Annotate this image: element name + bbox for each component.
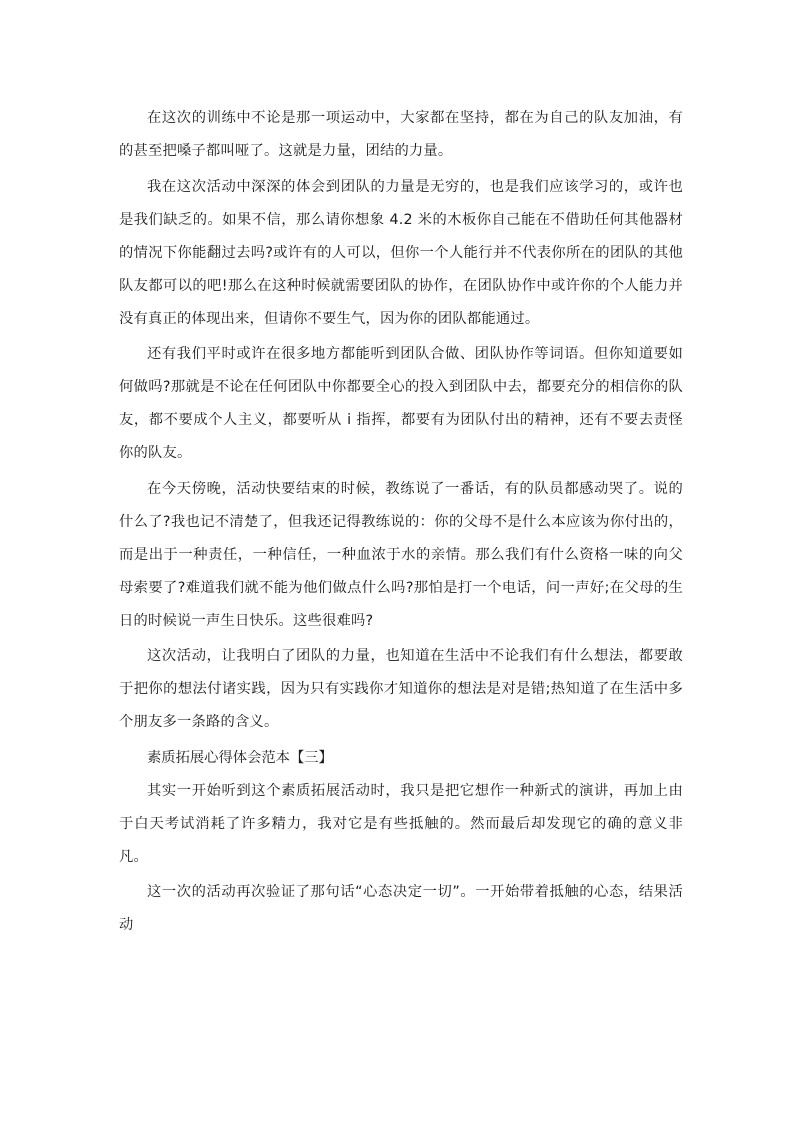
paragraph-7: 这一次的活动再次验证了那句话“心态决定一切”。一开始带着抵触的心态，结果活动 (119, 884, 683, 933)
paragraph-4: 在今天傍晚，活动快要结束的时候，教练说了一番话，有的队员都感动哭了。说的什么了?我也记不清楚了，但我还记得教练说的：你的父母不是什么本应该为你付出的，而是出于一种责任，一种信任，一种血浓于水的亲情。那么我们有什么资格一味的向父母索要了?难道我们就不能为他们做点什么吗?那怕是打一个电话，问一声好;在父母的生日的时候说一声生日快乐。这些很难吗? (119, 480, 683, 629)
paragraph-2: 我在这次活动中深深的体会到团队的力量是无穷的，也是我们应该学习的，或许也是我们缺乏的。如果不信，那么请你想象 4.2 米的木板你自己能在不借助任何其他器材的情况下你能翻过去吗?或许有的人可以，但你一个人能行并不代表你所在的团队的其他队友都可以的吧!那么在这种时候就需要团队的协作，在团队协作中或许你的个人能力并没有真正的体现出来，但请你不要生气，因为你的团队都能通过。 (119, 178, 683, 327)
paragraph-3: 还有我们平时或许在很多地方都能听到团队合做、团队协作等词语。但你知道要如何做吗?那就是不论在任何团队中你都要全心的投入到团队中去，都要充分的相信你的队友，都不要成个人主义，都要听从 i 指挥，都要有为团队付出的精神，还有不要去责怪你的队友。 (119, 346, 683, 461)
paragraph-5: 这次活动，让我明白了团队的力量，也知道在生活中不论我们有什么想法，都要敢于把你的想法付诸实践，因为只有实践你才知道你的想法是对是错;热知道了在生活中多个朋友多一条路的含义。 (119, 648, 683, 730)
paragraph-6: 其实一开始听到这个素质拓展活动时，我只是把它想作一种新式的演讲，再加上由于白天考试消耗了许多精力，我对它是有些抵触的。然而最后却发现它的确的意义非凡。 (119, 782, 683, 865)
document-body (119, 102, 683, 942)
section-heading: 素质拓展心得体会范本【三】 (147, 749, 333, 766)
paragraph-1: 在这次的训练中不论是那一项运动中，大家都在坚持，都在为自己的队友加油，有的甚至把嗓子都叫哑了。这就是力量，团结的力量。 (119, 110, 683, 159)
